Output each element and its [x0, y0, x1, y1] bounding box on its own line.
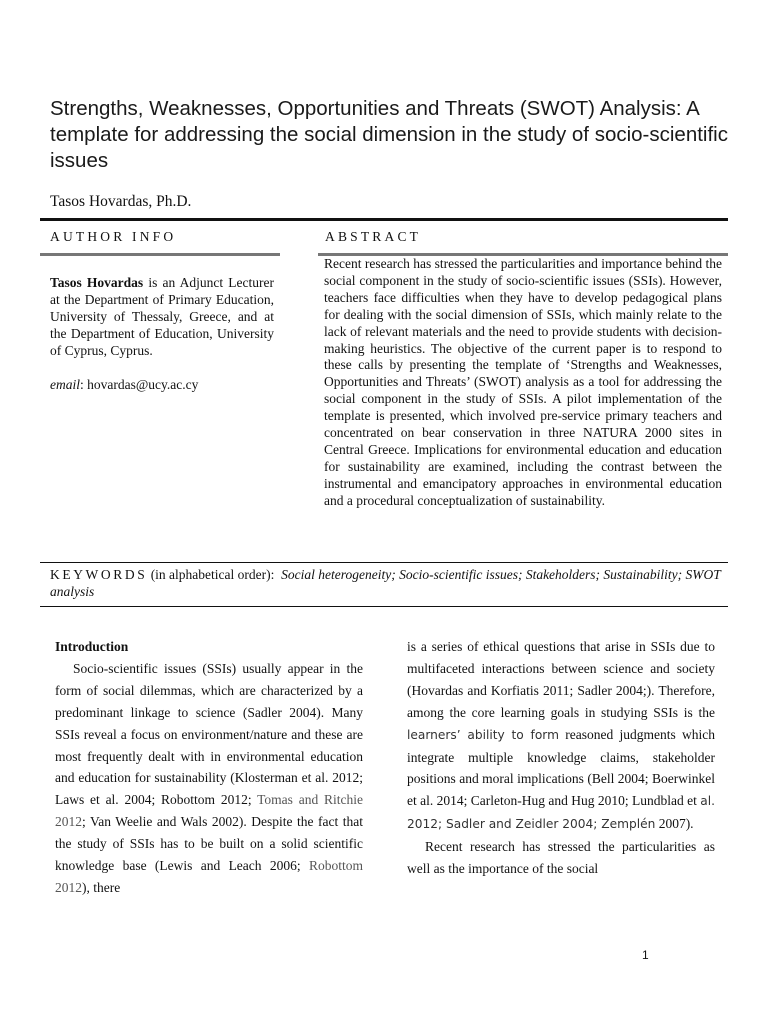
body-paragraph: is a series of ethical questions that arise in SSIs due to multifaceted interactions between science and society (Hovardas and Korfiatis 2011; Sadler 2004;). Therefore, among the core learning goals in studying SSIs is the learners’ ability to form reasoned judgments which integrate multiple knowledge claims, stakeholder positions and moral implications (Bell 2004; Boerwinkel et al. 2014; Carleton-Hug and Hug 2010; Lundblad et al. 2012; Sadler and Zeidler 2004; Zemplén 2007). [407, 639, 716, 832]
keywords-bottom-rule [40, 606, 728, 607]
introduction-heading: Introduction [55, 639, 129, 654]
author-info-heading: AUTHOR INFO [50, 229, 177, 244]
author-bio: is an Adjunct Lecturer at the Department of Primary Education, University of Thessaly, Greece, and at the Department of Education, University of Cyprus, Cyprus. [50, 275, 274, 358]
author-info-block [50, 274, 274, 393]
abstract-heading: ABSTRACT [325, 229, 422, 244]
header-rule [40, 218, 728, 221]
author-line: Tasos Hovardas, Ph.D. [50, 193, 192, 210]
body-column-left [55, 636, 363, 899]
paper-title: Strengths, Weaknesses, Opportunities and Threats (SWOT) Analysis: A template for addressing the social dimension in the study of socio-scientific issues [50, 97, 728, 172]
author-name: Tasos Hovardas [50, 275, 144, 290]
body-paragraph: Recent research has stressed the particularities as well as the importance of the social [407, 839, 715, 877]
author-info-rule [40, 253, 280, 256]
body-column-right [407, 636, 715, 880]
page-number: 1 [642, 948, 649, 962]
citation-link: Robottom 2012 [55, 858, 363, 895]
email-label: email [50, 377, 80, 392]
keywords-qualifier: (in alphabetical order): [147, 567, 275, 582]
keywords-label: KEYWORDS [50, 567, 148, 582]
body-paragraph: Socio-scientific issues (SSIs) usually appear in the form of social dilemmas, which are characterized by a predominant linkage to science (Sadler 2004). Many SSIs reveal a focus on environment/nature and these are most frequently dealt with in environmental education and education for sustainability (Klosterman et al. 2012; Laws et al. 2004; Robottom 2012; Tomas and Ritchie 2012; Van Weelie and Wals 2002). Despite the fact that the study of SSIs has to be built on a solid scientific knowledge base (Lewis and Leach 2006; Robottom 2012), there [55, 660, 363, 895]
keywords-top-rule [40, 562, 728, 563]
keywords-block [50, 566, 730, 600]
abstract-text: Recent research has stressed the particularities and importance behind the social component in the study of socio-scientific issues (SSIs). However, teachers face difficulties when they have to develop pedagogical plans for dealing with the social dimension of SSIs, which mainly relate to the lack of relevant materials and the need to provide students with decision-making heuristics. The objective of the current paper is to respond to these calls by presenting the template of ‘Strengths and Weaknesses, Opportunities and Threats’ (SWOT) analysis as a tool for addressing the social component in the study of SSIs. A pilot implementation of the template is presented, which involved pre-service primary teachers and concentrated on bear conservation in three NATURA 2000 sites in Central Greece. Implications for environmental education and education for sustainability are examined, including the contrast between the instrumental and emancipatory approaches in environmental education and a procedural conceptualization of sustainability. [324, 256, 722, 508]
author-email [50, 376, 274, 393]
keywords-list: Social heterogeneity; Socio-scientific issues; Stakeholders; Sustainability; SWOT analysis [50, 567, 721, 599]
citation-link: Tomas and Ritchie 2012 [55, 792, 363, 830]
email-value: : hovardas@ucy.ac.cy [80, 377, 199, 392]
